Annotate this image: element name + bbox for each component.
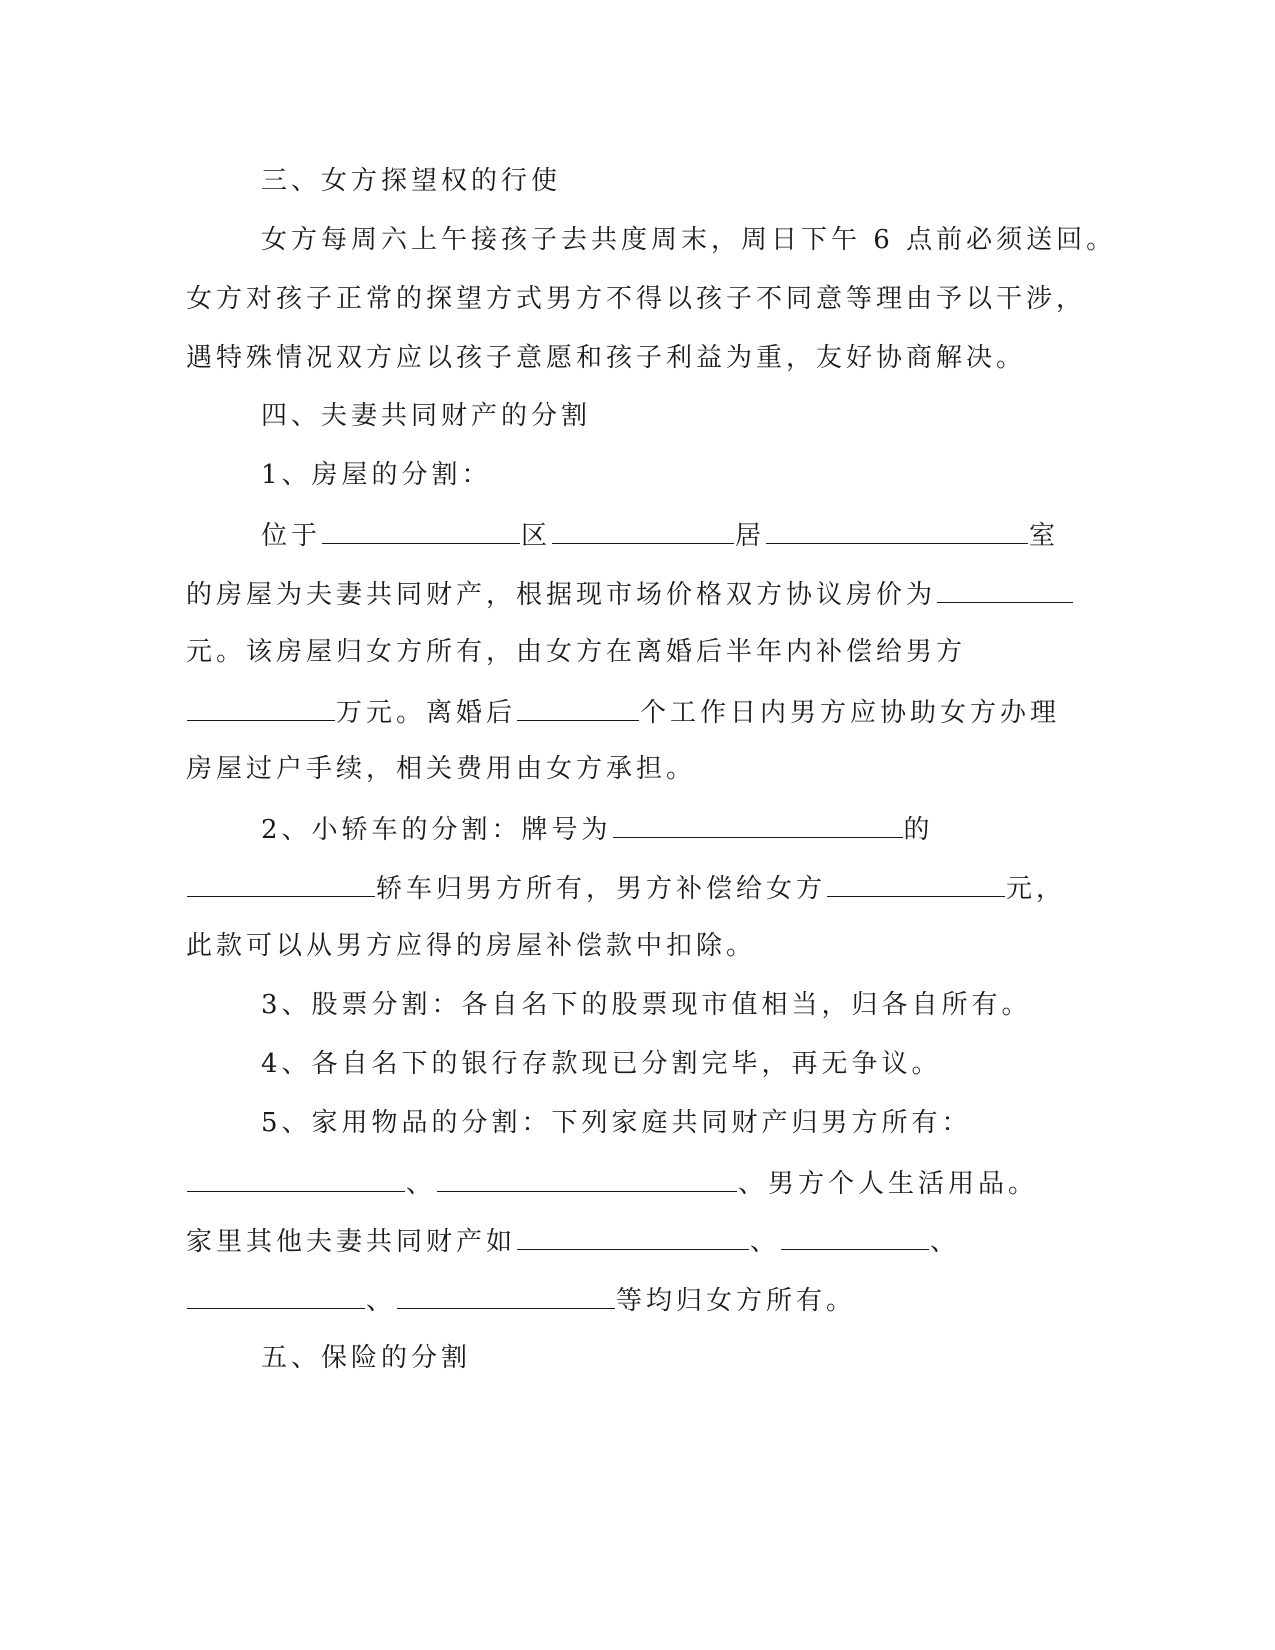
- house-line-4: [186, 694, 1060, 730]
- residence-label: 居: [735, 521, 766, 551]
- female-item-3-blank-field[interactable]: [187, 1282, 365, 1309]
- car-line-2: [186, 870, 1066, 906]
- section-3-heading: 三、女方探望权的行使: [261, 166, 562, 196]
- room-blank-field[interactable]: [766, 517, 1028, 544]
- car-line-1: [261, 811, 934, 847]
- female-item-1-blank-field[interactable]: [517, 1223, 749, 1250]
- female-item-4-blank-field[interactable]: [397, 1282, 615, 1309]
- district-label: 区: [521, 521, 552, 551]
- male-item-1-blank-field[interactable]: [187, 1165, 405, 1192]
- section-4-heading: 四、夫妻共同财产的分割: [261, 401, 592, 431]
- house-line-2: [186, 576, 1074, 612]
- room-label: 室: [1029, 521, 1060, 551]
- section-3-paragraph-line-2: 女方对孩子正常的探望方式男方不得以孩子不同意等理由予以干涉，: [186, 284, 1087, 314]
- item-5-line-3: [186, 1223, 960, 1259]
- separator: 、: [366, 1286, 397, 1316]
- compensation-text: 万元。离婚后: [336, 698, 517, 728]
- separator: 、: [750, 1227, 781, 1257]
- house-location-label: 位于: [261, 521, 322, 551]
- district-blank-field[interactable]: [322, 517, 520, 544]
- workdays-blank-field[interactable]: [517, 694, 639, 721]
- male-item-2-blank-field[interactable]: [437, 1165, 737, 1192]
- car-plate-blank-field[interactable]: [613, 811, 903, 838]
- compensation-amount-blank-field[interactable]: [187, 694, 335, 721]
- separator: 、: [406, 1169, 437, 1199]
- house-price-text: 的房屋为夫妻共同财产，根据现市场价格双方协议房价为: [186, 580, 937, 610]
- item-5-line-4: [186, 1282, 856, 1318]
- car-compensation-blank-field[interactable]: [827, 870, 1005, 897]
- house-line-1: [261, 517, 1059, 553]
- section-3-paragraph-line-3: 遇特殊情况双方应以孩子意愿和孩子利益为重，友好协商解决。: [186, 343, 1027, 373]
- item-1-heading: 1、房屋的分割：: [261, 460, 492, 490]
- car-compensation-suffix: 元，: [1006, 874, 1067, 904]
- car-line-3: 此款可以从男方应得的房屋补偿款中扣除。: [186, 931, 757, 961]
- section-5-heading: 五、保险的分割: [261, 1343, 472, 1373]
- female-items-text: 等均归女方所有。: [616, 1286, 857, 1316]
- separator: 、: [930, 1227, 961, 1257]
- transfer-text: 个工作日内男方应协助女方办理: [640, 698, 1061, 728]
- female-item-2-blank-field[interactable]: [781, 1223, 929, 1250]
- item-3-stocks: 3、股票分割：各自名下的股票现市值相当，归各自所有。: [261, 990, 1032, 1020]
- residence-blank-field[interactable]: [552, 517, 734, 544]
- house-price-blank-field[interactable]: [937, 576, 1073, 603]
- section-3-paragraph-line-1: 女方每周六上午接孩子去共度周末，周日下午 6 点前必须送回。: [261, 225, 1117, 255]
- item-5-line-1: 5、家用物品的分割：下列家庭共同财产归男方所有：: [261, 1108, 972, 1138]
- item-4-bank-deposits: 4、各自名下的银行存款现已分割完毕，再无争议。: [261, 1049, 942, 1079]
- house-line-3: 元。该房屋归女方所有，由女方在离婚后半年内补偿给男方: [186, 637, 967, 667]
- car-owner-text: 轿车归男方所有，男方补偿给女方: [376, 874, 827, 904]
- car-plate-label: 2、小轿车的分割：牌号为: [261, 815, 612, 845]
- car-plate-suffix: 的: [903, 815, 934, 845]
- house-line-5: 房屋过户手续，相关费用由女方承担。: [186, 754, 697, 784]
- item-5-line-2: [186, 1165, 1038, 1201]
- male-items-text: 、男方个人生活用品。: [738, 1169, 1039, 1199]
- other-property-text: 家里其他夫妻共同财产如: [186, 1227, 517, 1257]
- car-model-blank-field[interactable]: [187, 870, 375, 897]
